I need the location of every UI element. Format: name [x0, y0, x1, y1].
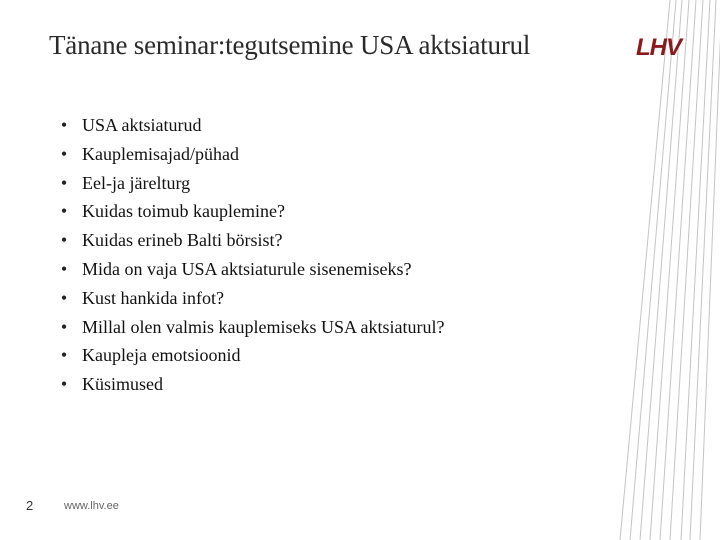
- bullet-icon: •: [60, 316, 68, 337]
- bullet-item: [58, 313, 444, 342]
- bullet-icon: •: [60, 201, 68, 222]
- bullet-item: [58, 370, 444, 399]
- bullet-text: Mida on vaja USA aktsiaturule sisenemiseks?: [82, 258, 412, 279]
- bullet-item: [58, 341, 444, 370]
- bullet-item: [58, 284, 444, 313]
- bullet-text: Kuidas toimub kauplemine?: [82, 201, 285, 222]
- bullet-item: [58, 169, 444, 198]
- footer-url: www.lhv.ee: [64, 500, 119, 512]
- bullet-item: [58, 226, 444, 255]
- bullet-icon: •: [60, 287, 68, 308]
- bullet-text: Millal olen valmis kauplemiseks USA aktsiaturul?: [82, 316, 445, 337]
- bullet-text: Kuidas erineb Balti börsist?: [82, 230, 283, 251]
- bullet-text: Eel-ja järelturg: [82, 172, 191, 193]
- logo-text: LHV: [636, 36, 681, 58]
- bullet-icon: •: [60, 345, 68, 366]
- bullet-icon: •: [60, 172, 68, 193]
- bullet-icon: •: [60, 374, 68, 395]
- bullet-item: [58, 197, 444, 226]
- bullet-list: [58, 111, 444, 399]
- bullet-icon: •: [60, 115, 68, 135]
- bullet-text: Kaupleja emotsioonid: [82, 345, 241, 366]
- bullet-icon: •: [60, 230, 68, 251]
- bullet-text: USA aktsiaturud: [82, 115, 202, 135]
- slide-title: Tänane seminar:tegutsemine USA aktsiaturul: [49, 30, 531, 60]
- bullet-item: [58, 140, 444, 169]
- bullet-text: Kust hankida infot?: [82, 287, 224, 308]
- bullet-text: Kauplemisajad/pühad: [82, 143, 239, 164]
- bullet-item: [58, 255, 444, 284]
- page-number: 2: [26, 498, 34, 513]
- bullet-item: [58, 111, 444, 140]
- bullet-icon: •: [60, 258, 68, 279]
- lhv-logo: [636, 36, 704, 58]
- bullet-icon: •: [60, 143, 68, 164]
- bullet-text: Küsimused: [82, 374, 163, 395]
